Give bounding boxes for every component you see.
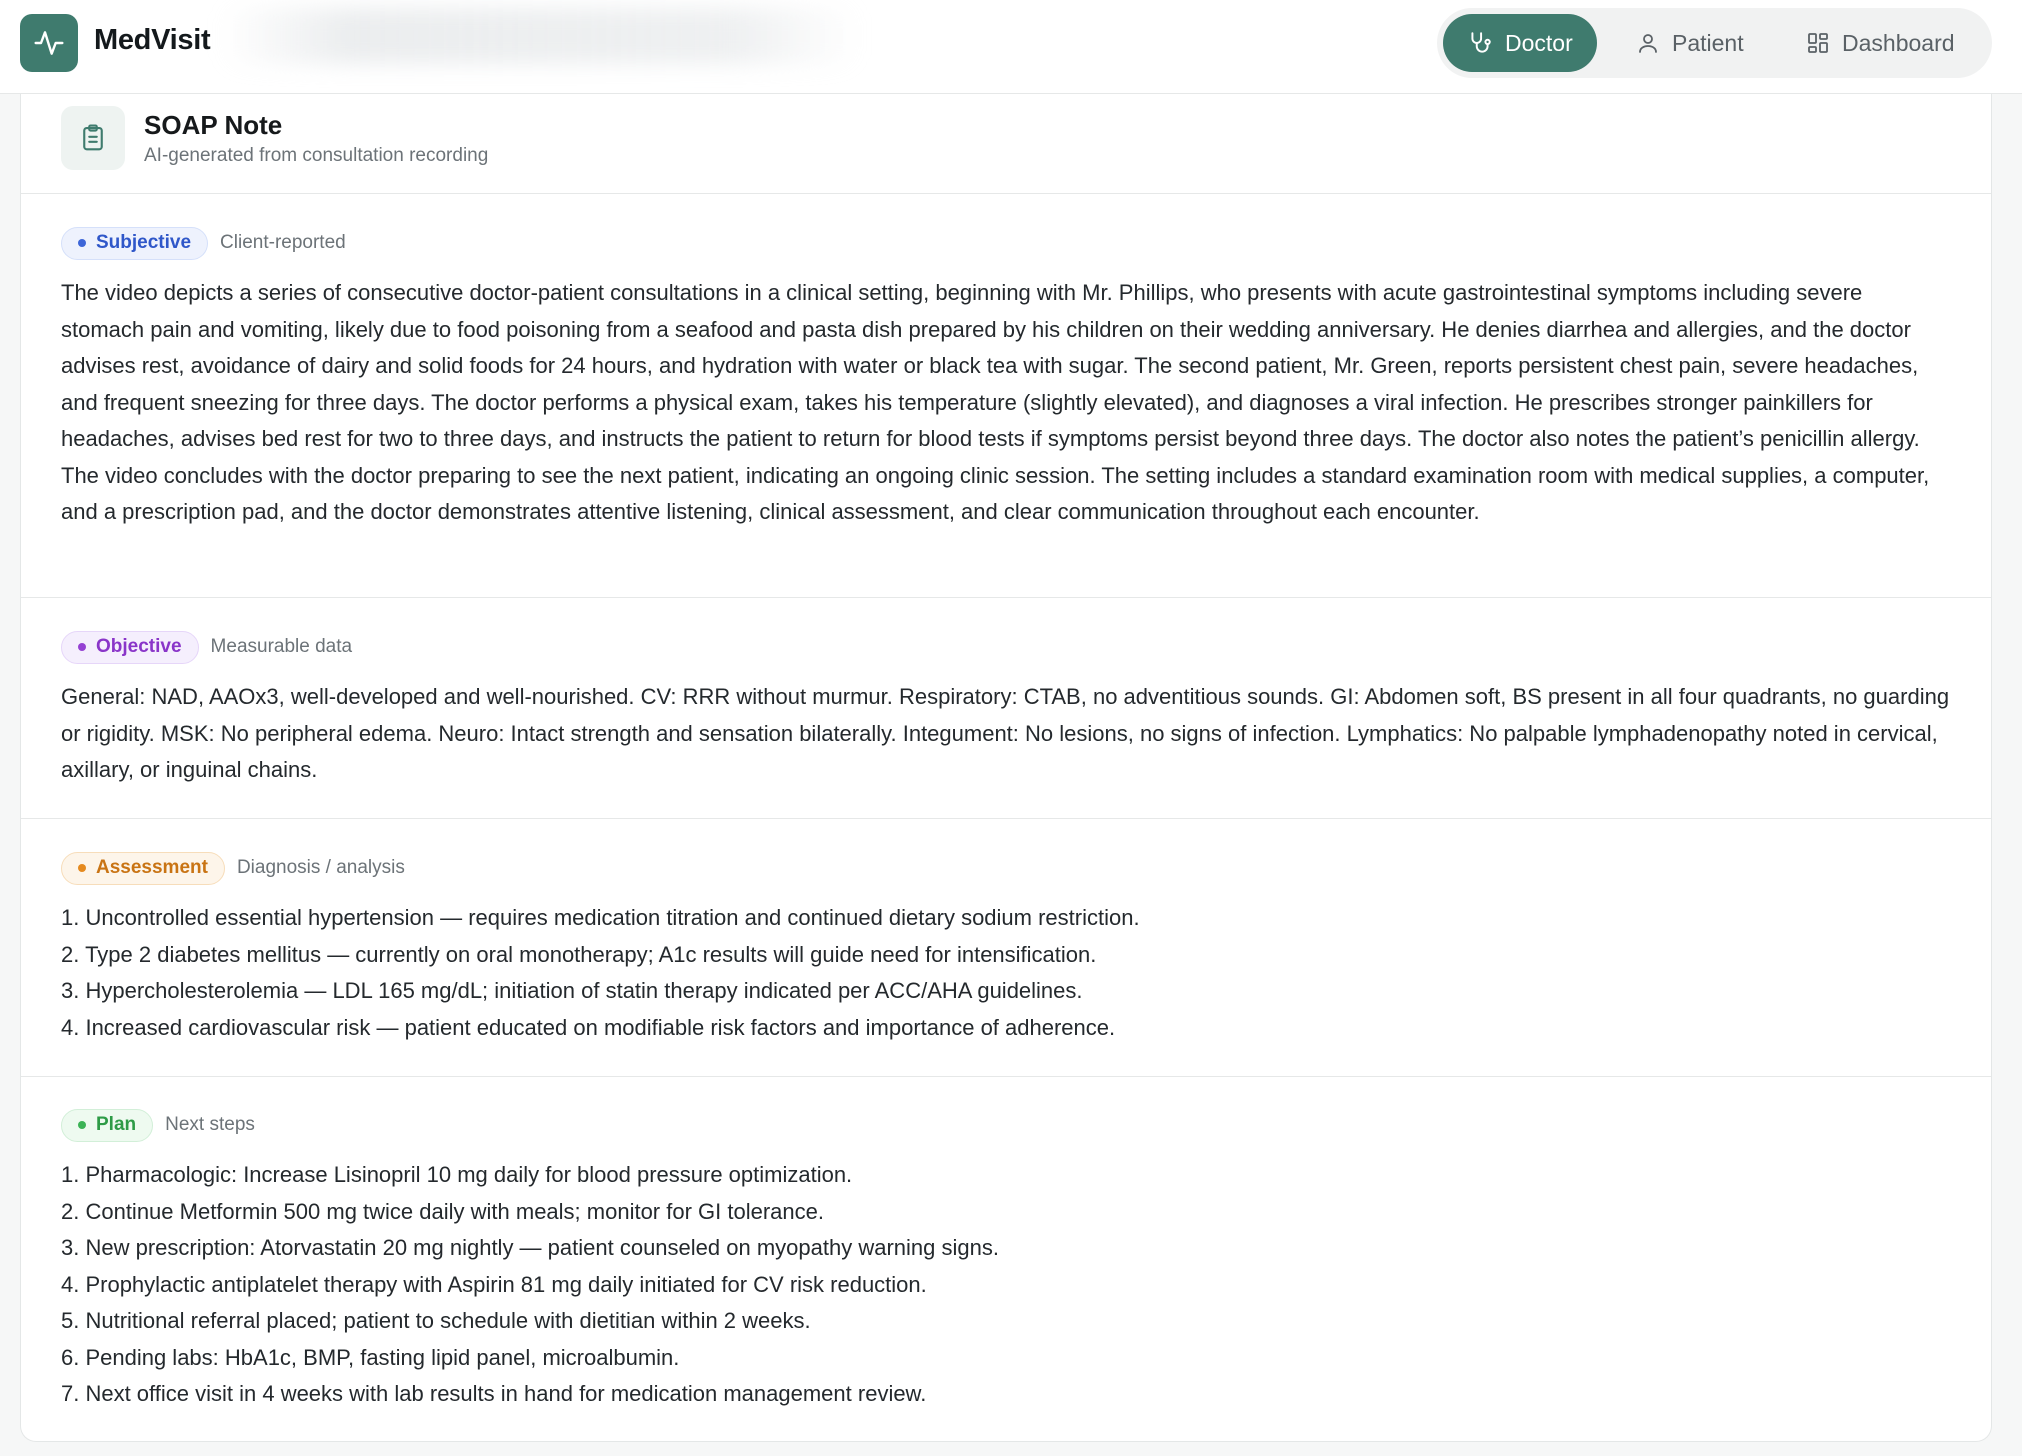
- plan-badge: [61, 1109, 153, 1142]
- list-item: 1. Uncontrolled essential hypertension — requires medication titration and continued dietary sodium restriction.: [61, 905, 1140, 930]
- list-item: 3. New prescription: Atorvastatin 20 mg nightly — patient counseled on myopathy warning signs.: [61, 1235, 999, 1260]
- objective-dot: [78, 643, 86, 651]
- assessment-tag: Assessment: [96, 857, 208, 878]
- pulse-icon: [33, 27, 65, 59]
- list-item: 2. Type 2 diabetes mellitus — currently on oral monotherapy; A1c results will guide need for intensification.: [61, 941, 1097, 967]
- list-item: 4. Prophylactic antiplatelet therapy with Aspirin 81 mg daily initiated for CV risk reduction.: [61, 1271, 927, 1297]
- nav-dashboard-button[interactable]: [1782, 14, 1979, 72]
- grid-icon: [1806, 31, 1830, 55]
- plan-dot: [78, 1121, 86, 1129]
- stethoscope-icon: [1467, 30, 1493, 56]
- list-item: 5. Nutritional referral placed; patient to schedule with dietitian within 2 weeks.: [61, 1308, 811, 1333]
- clipboard-icon: [78, 123, 108, 153]
- objective-section: [21, 598, 1991, 819]
- nav-doctor-button[interactable]: [1443, 14, 1597, 72]
- subjective-tag: Subjective: [96, 232, 192, 253]
- role-switcher: [1437, 8, 1992, 78]
- app-title: MedVisit: [94, 24, 211, 56]
- soap-note-card: [20, 94, 1992, 1442]
- list-item: 4. Increased cardiovascular risk — patient educated on modifiable risk factors and importance of adherence.: [61, 1014, 1116, 1040]
- blurred-region: [220, 8, 860, 64]
- objective-text: General: NAD, AAOx3, well-developed and well-nourished. CV: RRR without murmur. Respiratory: CTAB, no adventitious sounds. GI: Abdomen soft, BS present in all four quadrants, no guarding or rigidity. MSK: No peripheral edema. Neuro: Intact strength and sensation bilaterally. Integument: No lesions, no signs of infection. Lymphatics: No palpable lymphadenopathy noted in cervical, axillary, or inguinal chains.: [61, 684, 1950, 782]
- subjective-hint: Client-reported: [220, 232, 346, 253]
- subjective-dot: [78, 239, 86, 247]
- objective-tag: Objective: [96, 636, 182, 657]
- assessment-list: [61, 900, 1951, 1046]
- top-bar: [0, 0, 2022, 94]
- app-logo[interactable]: [20, 14, 78, 72]
- subjective-text: The video depicts a series of consecutive doctor-patient consultations in a clinical setting, beginning with Mr. Phillips, who presents with acute gastrointestinal symptoms including severe stomach pain and vomiting, likely due to food poisoning from a seafood and pasta dish prepared by his children on their wedding anniversary. He denies diarrhea and allergies, and the doctor advises rest, avoidance of dairy and solid foods for 24 hours, and hydration with water or black tea with sugar. The second patient, Mr. Green, reports persistent chest pain, severe headaches, and frequent sneezing for three days. The doctor performs a physical exam, takes his temperature (slightly elevated), and diagnoses a viral infection. He prescribes stronger painkillers for headaches, advises bed rest for two to three days, and instructs the patient to return for blood tests if symptoms persist beyond three days. The doctor also notes the patient’s penicillin allergy. The video concludes with the doctor preparing to see the next patient, indicating an ongoing clinic session. The setting includes a standard examination room with medical supplies, a computer, and a prescription pad, and the doctor demonstrates attentive listening, clinical assessment, and clear communication throughout each encounter.: [61, 280, 1930, 524]
- list-item: 7. Next office visit in 4 weeks with lab results in hand for medication management review.: [61, 1381, 927, 1406]
- plan-list: [61, 1157, 1951, 1413]
- nav-doctor-label: Doctor: [1505, 29, 1573, 56]
- plan-section: [21, 1077, 1991, 1413]
- objective-badge: [61, 631, 199, 664]
- assessment-dot: [78, 864, 86, 872]
- soap-note-title: SOAP Note: [144, 110, 283, 140]
- nav-dashboard-label: Dashboard: [1842, 29, 1955, 56]
- plan-tag: Plan: [96, 1114, 137, 1135]
- list-item: 1. Pharmacologic: Increase Lisinopril 10 mg daily for blood pressure optimization.: [61, 1162, 853, 1187]
- list-item: 2. Continue Metformin 500 mg twice daily with meals; monitor for GI tolerance.: [61, 1198, 824, 1224]
- nav-patient-label: Patient: [1672, 29, 1744, 56]
- soap-note-subtitle: AI-generated from consultation recording: [144, 145, 489, 166]
- nav-patient-button[interactable]: [1612, 14, 1768, 72]
- soap-note-header: [21, 94, 1991, 194]
- objective-hint: Measurable data: [210, 636, 353, 657]
- assessment-hint: Diagnosis / analysis: [236, 857, 405, 878]
- list-item: 6. Pending labs: HbA1c, BMP, fasting lipid panel, microalbumin.: [61, 1344, 680, 1370]
- subjective-badge: [61, 227, 208, 260]
- assessment-section: [21, 819, 1991, 1077]
- assessment-badge: [61, 852, 225, 885]
- subjective-section: [21, 194, 1991, 598]
- user-icon: [1636, 31, 1660, 55]
- list-item: 3. Hypercholesterolemia — LDL 165 mg/dL; initiation of statin therapy indicated per ACC/AHA guidelines.: [61, 978, 1083, 1003]
- clipboard-tile: [61, 106, 125, 170]
- plan-hint: Next steps: [165, 1114, 255, 1135]
